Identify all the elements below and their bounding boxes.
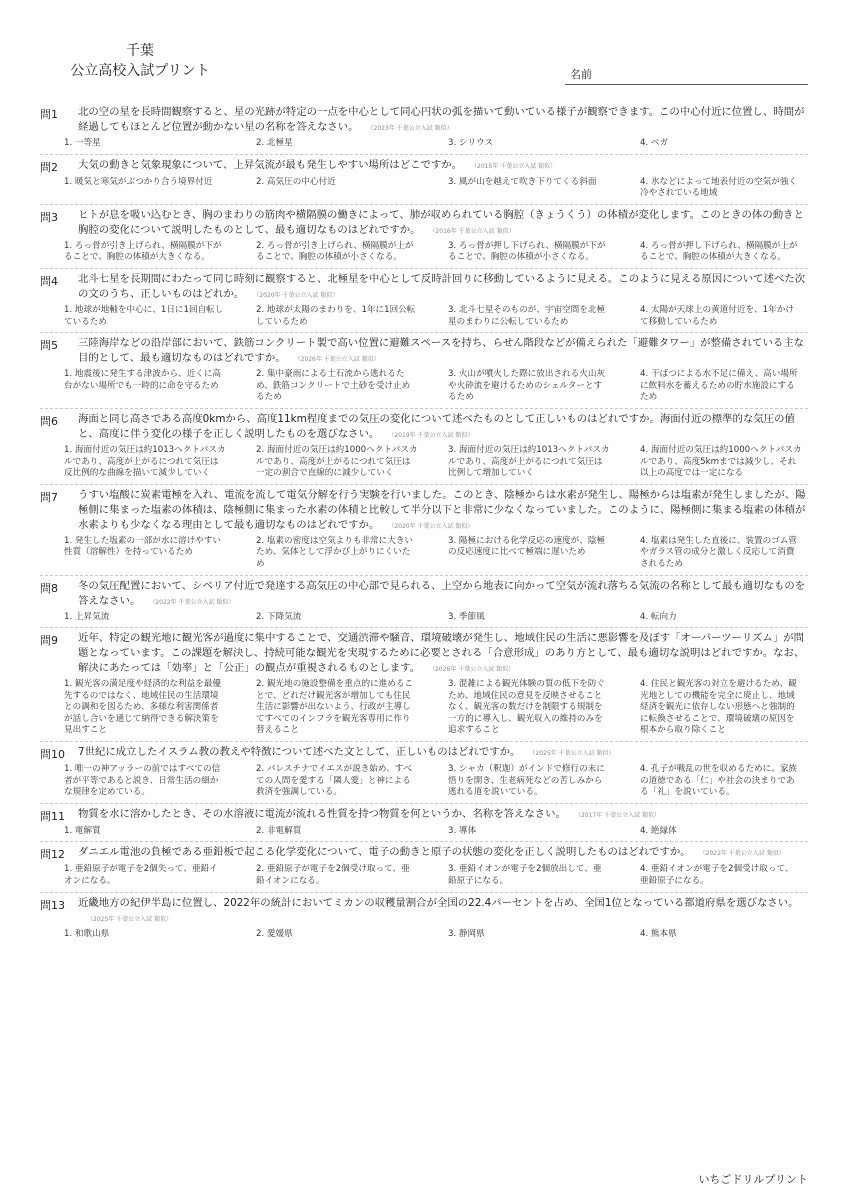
choice-2: 2. 下降気流 bbox=[256, 611, 302, 622]
question-source: （2023年 千葉公立入試 類似） bbox=[370, 125, 453, 132]
choice-3: 3. 風が山を越えて吹き下りてくる斜面 bbox=[448, 176, 597, 187]
choice-2: 2. 愛媛県 bbox=[256, 928, 293, 939]
question-body: 三陸海岸などの沿岸部において、鉄筋コンクリート製で高い位置に避難スペースを持ち、らせん階段などが備えられた「避難タワー」が整備されている主な目的として、最も適切なものはどれですか。 bbox=[78, 337, 805, 365]
choice-row bbox=[40, 305, 808, 328]
question-body: 冬の気圧配置において、シベリア付近で発達する高気圧の中心部で見られる、上空から地表に向かって空気が流れ落ちる気流の名称として最も適切なものを答えなさい。 bbox=[78, 579, 806, 607]
choice-3: 3. 静岡県 bbox=[448, 928, 485, 939]
choice-2: 2. 亜鉛原子が電子を2個受け取って、亜鉛イオンになる。 bbox=[256, 864, 410, 887]
question-2 bbox=[40, 155, 808, 205]
question-text bbox=[78, 272, 808, 303]
question-text bbox=[78, 896, 808, 927]
question-body: 近年、特定の観光地に観光客が過度に集中することで、交通渋滞や騒音、環境破壊が発生し、地域住民の生活に悪影響を及ぼす「オーバーツーリズム」が問題となっています。この課題を解決し、持続可能な観光を実現するために必要とされる「合意形成」のあり方として、最も適切な説明はどれですか。なお、解決にあたっては「効率」と「公正」の観点が重視されるものとします。 bbox=[78, 632, 805, 675]
question-body: ダニエル電池の負極である亜鉛板で起こる化学変化について、電子の動きと原子の状態の変化を正しく説明したものはどれですか。 bbox=[78, 846, 691, 859]
choice-4: 4. 絶縁体 bbox=[640, 825, 677, 836]
choice-4: 4. ろっ骨が押し下げられ、横隔膜が上がることで、胸腔の体積が大きくなる。 bbox=[640, 240, 798, 263]
choice-3: 3. 導体 bbox=[448, 825, 477, 836]
choice-4: 4. ベガ bbox=[640, 138, 669, 148]
question-text bbox=[78, 158, 808, 175]
choice-1: 1. 観光客の満足度や経済的な利益を最優先するのではなく、地域住民の生活環境との調和を図るため、多様な利害関係者が話し合いを通じて納得できる解決策を見出すこと bbox=[64, 679, 222, 736]
choice-2: 2. 非電解質 bbox=[256, 825, 302, 836]
choice-4: 4. 孔子が戦乱の世を収めるために、家族の道徳である「仁」や社会の決まりである「礼」を説いている。 bbox=[640, 764, 798, 798]
choice-2: 2. 集中豪雨による土石流から逃れるため、鉄筋コンクリートで土砂を受け止めるため bbox=[256, 369, 411, 403]
choice-3: 3. 北斗七星そのものが、宇宙空間を北極星のまわりに公転しているため bbox=[448, 304, 606, 327]
choice-4: 4. 太陽が天球上の黄道付近を、1年かけて移動しているため bbox=[640, 304, 794, 327]
choice-2: 2. 高気圧の中心付近 bbox=[256, 176, 336, 187]
choice-2: 2. 地球が太陽のまわりを、1年に1回公転しているため bbox=[256, 304, 416, 327]
choice-row bbox=[40, 369, 808, 404]
choice-4: 4. 氷などによって地表付近の空気が強く冷やされている地域 bbox=[640, 176, 798, 199]
choice-3: 3. 海面付近の気圧は約1013ヘクトパスカルであり、高度が上がるにつれて気圧は比例して増加していく bbox=[448, 444, 610, 479]
question-text bbox=[78, 336, 808, 367]
question-text bbox=[78, 845, 808, 862]
choice-3: 3. 季節風 bbox=[448, 611, 485, 622]
choice-4: 4. 干ばつによる水不足に備え、高い場所に飲料水を蓄えるための貯水施設にするため bbox=[640, 369, 798, 403]
question-source: （2025年 千葉公立入試 類似） bbox=[90, 915, 173, 923]
choice-2: 2. 海面付近の気圧は約1000ヘクトパスカルであり、高度が上がるにつれて気圧は一定の割合で直線的に減少していく bbox=[256, 444, 418, 479]
choice-2: 2. 北極星 bbox=[256, 138, 293, 148]
question-source: （2022年 千葉公立入試 類似） bbox=[152, 598, 235, 606]
name-label: 名前 bbox=[570, 68, 592, 81]
question-source: （2015年 千葉公立入試 類似） bbox=[474, 162, 557, 170]
question-number: 問12 bbox=[40, 848, 65, 862]
choice-1: 1. 発生した塩素の一部が水に溶けやすい性質（溶解性）を持っているため bbox=[64, 535, 222, 558]
question-body: 近畿地方の紀伊半島に位置し、2022年の統計においてミカンの収穫量割合が全国の22.4パーセントを占め、全国1位となっている都道府県を選びなさい。 bbox=[78, 896, 799, 909]
question-number: 問5 bbox=[40, 339, 58, 353]
choice-1: 1. 暖気と寒気がぶつかり合う境界付近 bbox=[64, 176, 213, 187]
question-6 bbox=[40, 409, 808, 485]
prefecture-label: 千葉 bbox=[126, 43, 154, 59]
question-body: 海面と同じ高さである高度0kmから、高度11km程度までの気圧の変化について述べたものとして正しいものはどれですか。海面付近の標準的な気圧の値と、高度に伴う変化の様子を正しく説明したものを選びなさい。 bbox=[78, 412, 795, 440]
question-text bbox=[78, 807, 808, 824]
choice-row bbox=[40, 177, 808, 200]
choice-3: 3. 火山が噴火した際に放出される火山灰や火砕流を避けるためのシェルターとするため bbox=[448, 369, 606, 403]
question-7 bbox=[40, 485, 808, 576]
question-number: 問13 bbox=[40, 898, 65, 912]
question-text bbox=[78, 631, 808, 677]
choice-row bbox=[40, 445, 808, 480]
choice-1: 1. 亜鉛原子が電子を2個失って、亜鉛イオンになる。 bbox=[64, 864, 218, 887]
question-body: 北斗七星を長期間にわたって同じ時刻に観察すると、北極星を中心として反時計回りに移動しているように見える。このように見える原因について述べた次の文のうち、正しいものはどれか。 bbox=[78, 272, 806, 300]
question-12 bbox=[40, 842, 808, 892]
question-8 bbox=[40, 576, 808, 629]
question-number: 問11 bbox=[40, 809, 65, 823]
question-number: 問2 bbox=[40, 160, 58, 174]
question-number: 問4 bbox=[40, 274, 58, 288]
header bbox=[0, 0, 848, 110]
name-field-line[interactable] bbox=[565, 84, 808, 85]
question-4 bbox=[40, 269, 808, 333]
question-body: 北の空の星を長時間観察すると、星の光跡が特定の一点を中心として同心円状の弧を描いて動いている様子が観察できます。この中心付近に位置し、時間が経過してもほとんど位置が動かない星の名称を答えなさい。 bbox=[78, 106, 805, 133]
question-source: （2019年 千葉公立入試 類似） bbox=[391, 431, 474, 439]
choice-1: 1. 唯一の神アッラーの前ではすべての信者が平等であると説き、日常生活の細かな規律を定めている。 bbox=[64, 764, 221, 798]
question-source: （2020年 千葉公立入試 類似） bbox=[391, 522, 474, 530]
choice-4: 4. 住民と観光客の対立を避けるため、観光地としての機能を完全に廃止し、地域経済を観光に依存しない形態へと強制的に転換させることで、環境破壊の原因を根本から取り除くこと bbox=[640, 679, 797, 736]
question-number: 問1 bbox=[40, 108, 58, 121]
question-5 bbox=[40, 333, 808, 409]
choice-1: 1. ろっ骨が引き上げられ、横隔膜が下がることで、胸腔の体積が大きくなる。 bbox=[64, 240, 222, 263]
choice-1: 1. 海面付近の気圧は約1013ヘクトパスカルであり、高度が上がるにつれて気圧は反比例的な曲線を描いて減少していく bbox=[64, 444, 226, 479]
choice-1: 1. 上昇気流 bbox=[64, 611, 110, 622]
choice-4: 4. 塩素は発生した直後に、装置のゴム管やガラス管の成分と激しく反応して消費されるため bbox=[640, 535, 798, 569]
choice-4: 4. 熊本県 bbox=[640, 928, 677, 939]
question-source: （2020年 千葉公立入試 類似） bbox=[256, 291, 339, 299]
choice-1: 1. 電解質 bbox=[64, 825, 101, 836]
question-10 bbox=[40, 742, 808, 804]
page-title: 公立高校入試プリント bbox=[70, 63, 210, 79]
question-source: （2026年 千葉公立入試 類似） bbox=[432, 666, 515, 674]
question-body: ヒトが息を吸い込むとき、胸のまわりの筋肉や横隔膜の働きによって、肺が収められている胸腔（きょうくう）の体積が変化します。このときの体の動きと胸腔の変化について説明したものとして、最も適切なものはどれですか。 bbox=[78, 208, 804, 236]
question-text bbox=[78, 488, 808, 534]
choice-2: 2. ろっ骨が引き上げられ、横隔膜が上がることで、胸腔の体積が小さくなる。 bbox=[256, 240, 414, 263]
question-source: （2022年 千葉公立入試 類似） bbox=[702, 850, 785, 858]
choice-1: 1. 一等星 bbox=[64, 138, 101, 148]
choice-row bbox=[40, 536, 808, 571]
question-source: （2026年 千葉公立入試 類似） bbox=[297, 356, 380, 364]
question-number: 問7 bbox=[40, 490, 58, 504]
choice-row bbox=[40, 612, 808, 624]
question-source: （2025年 千葉公立入試 類似） bbox=[532, 750, 615, 758]
choice-row bbox=[40, 679, 808, 737]
choice-row bbox=[40, 138, 808, 150]
question-source: （2017年 千葉公立入試 類似） bbox=[577, 811, 661, 819]
question-text bbox=[78, 745, 808, 762]
question-body: 物質を水に溶かしたとき、その水溶液に電流が流れる性質を持つ物質を何というか、名称を答えなさい。 bbox=[78, 807, 566, 820]
question-number: 問3 bbox=[40, 210, 58, 224]
choice-2: 2. 塩素の密度は空気よりも非常に大きいため、気体として浮かび上がりにくいため bbox=[256, 535, 414, 569]
question-list bbox=[40, 102, 808, 944]
question-text bbox=[78, 412, 808, 443]
choice-row bbox=[40, 864, 808, 887]
question-text bbox=[78, 105, 808, 136]
choice-row bbox=[40, 929, 808, 941]
choice-2: 2. パレスチナでイエスが説き始め、すべての人間を愛する「隣人愛」と神による救済を強調している。 bbox=[256, 764, 412, 798]
choice-3: 3. シャカ（釈迦）がインドで修行の末に悟りを開き、生老病死などの苦しみから逃れる道を説いている。 bbox=[448, 764, 605, 798]
question-source: （2016年 千葉公立入試 類似） bbox=[432, 227, 515, 235]
question-body: うすい塩酸に炭素電極を入れ、電流を流して電気分解を行う実験を行いました。このとき、陰極からは水素が発生し、陽極からは塩素が発生しましたが、陽極側に集まった塩素の体積は、陰極側に集まった水素の体積と比較して半分以下と非常に少なくなっていました。このように、陽極側に集まる塩素の体積が水素よりも少なくなる理由として最も適切なものはどれですか。 bbox=[78, 488, 806, 531]
choice-1: 1. 地球が地軸を中心に、1日に1回自転しているため bbox=[64, 304, 224, 327]
question-number: 問9 bbox=[40, 634, 58, 648]
choice-4: 4. 海面付近の気圧は約1000ヘクトパスカルであり、高度5kmまでは減少し、それ以上の高度では一定になる bbox=[640, 444, 802, 479]
choice-1: 1. 地震後に発生する津波から、近くに高台がない場所でも一時的に命を守るため bbox=[64, 369, 222, 391]
question-1 bbox=[40, 102, 808, 155]
question-body: 7世紀に成立したイスラム教の教えや特徴について述べた文として、正しいものはどれですか。 bbox=[78, 746, 521, 759]
choice-row bbox=[40, 241, 808, 264]
question-body: 大気の動きと気象現象について、上昇気流が最も発生しやすい場所はどこですか。 bbox=[78, 158, 463, 171]
choice-2: 2. 観光地の施設整備を重点的に進めることで、どれだけ観光客が増加しても住民生活に影響が出ないよう、行政が主導してすべてのインフラを観光客専用に作り替えること bbox=[256, 679, 414, 736]
question-3 bbox=[40, 205, 808, 269]
question-number: 問10 bbox=[40, 748, 65, 762]
question-number: 問8 bbox=[40, 581, 58, 595]
footer-brand: いちごドリルプリント bbox=[698, 1173, 808, 1186]
choice-3: 3. シリウス bbox=[448, 138, 494, 148]
choice-4: 4. 転向力 bbox=[640, 611, 677, 622]
question-text bbox=[78, 208, 808, 239]
choice-row bbox=[40, 826, 808, 838]
choice-3: 3. 亜鉛イオンが電子を2個放出して、亜鉛原子になる。 bbox=[448, 864, 602, 887]
choice-1: 1. 和歌山県 bbox=[64, 928, 110, 939]
choice-4: 4. 亜鉛イオンが電子を2個受け取って、亜鉛原子になる。 bbox=[640, 864, 794, 887]
choice-3: 3. 陽極における化学反応の速度が、陰極の反応速度に比べて極端に遅いため bbox=[448, 535, 606, 558]
choice-row bbox=[40, 764, 808, 799]
choice-3: 3. ろっ骨が押し下げられ、横隔膜が下がることで、胸腔の体積が小さくなる。 bbox=[448, 240, 606, 263]
question-text bbox=[78, 579, 808, 610]
question-number: 問6 bbox=[40, 414, 58, 428]
question-9 bbox=[40, 628, 808, 742]
choice-3: 3. 混雑による観光体験の質の低下を防ぐため、地域住民の意見を反映させることなく、観光客の数だけを制限する規制を一方的に導入し、観光収入の維持のみを追求すること bbox=[448, 679, 606, 736]
question-11 bbox=[40, 804, 808, 843]
question-13 bbox=[40, 893, 808, 945]
